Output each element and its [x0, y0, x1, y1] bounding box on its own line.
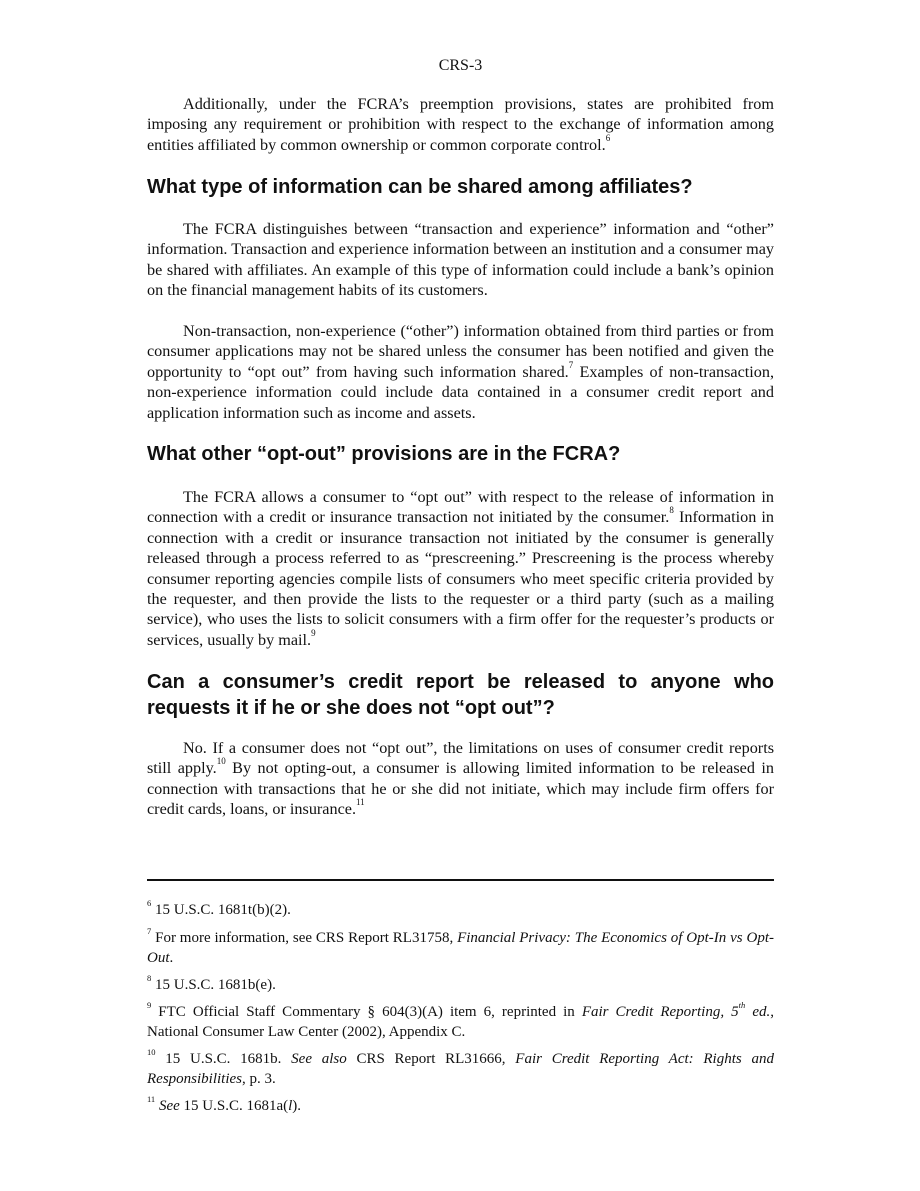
section3-text-a: No. If a consumer does not “opt out”, the limitations on uses of consumer credit reports still apply.: [147, 739, 774, 778]
ordinal-suffix: th: [738, 1000, 746, 1010]
footnote-ref-9[interactable]: 9: [311, 627, 316, 638]
footnote-10: [147, 1049, 774, 1089]
footnote-ref-10[interactable]: 10: [216, 756, 226, 767]
footnote-title-text: Fair Credit Reporting, 5: [581, 1004, 739, 1020]
footnote-11: [147, 1096, 774, 1116]
italic-letter: l: [288, 1098, 293, 1114]
footnote-number: 11: [147, 1094, 156, 1104]
page-header: CRS-3: [438, 57, 483, 74]
footnote-number: 7: [147, 926, 152, 936]
footnote-number: 6: [147, 898, 152, 908]
footnote-9: [147, 1002, 774, 1042]
footnote-title: [581, 1000, 771, 1020]
section1-para2-text-b: Examples of non-transaction, non-experience information could include data contained in a consumer credit report and application information such as income and assets.: [147, 362, 774, 422]
footnote-ref-7[interactable]: 7: [568, 359, 574, 370]
footnote-title: Fair Credit Reporting Act: Rights and Responsibilities: [147, 1051, 774, 1087]
footnote-text: , National Consumer Law Center (2002), Appendix C.: [147, 1004, 774, 1040]
footnote-8: [147, 975, 774, 995]
footnote-ref-11[interactable]: 11: [356, 797, 365, 808]
footnote-title-text: ed.: [745, 1004, 771, 1020]
footnote-ref-8[interactable]: 8: [669, 505, 674, 516]
footnote-number: 8: [147, 973, 152, 983]
section1-paragraph-1: The FCRA distinguishes between “transaction and experience” information and “other” information. Transaction and experience information between an institution and a consumer may be shared with affiliates. An example of this type of information could include a bank’s opinion on the financial management habits of its customers.: [147, 220, 774, 300]
intro-text: Additionally, under the FCRA’s preemption provisions, states are prohibited from imposing any requirement or prohibition with respect to the exchange of information among entities affiliated by common ownership or common corporate control.: [147, 95, 774, 154]
footnote-6: [147, 900, 774, 920]
see-also-signal: See also: [291, 1051, 347, 1067]
footnote-divider: [147, 879, 774, 881]
footnote-text: 15 U.S.C. 1681a(: [179, 1098, 289, 1114]
footnote-ref-6[interactable]: 6: [605, 132, 611, 143]
footnote-text: , p. 3.: [242, 1071, 276, 1087]
section2-paragraph: [147, 487, 774, 650]
footnote-title: Financial Privacy: The Economics of Opt-In vs Opt-Out: [147, 930, 774, 966]
section3-paragraph: [147, 738, 774, 820]
footnote-text: CRS Report RL31666,: [346, 1051, 516, 1067]
footnote-text: FTC Official Staff Commentary § 604(3)(A) item 6, reprinted in: [151, 1004, 582, 1020]
section2-text-a: The FCRA allows a consumer to “opt out” with respect to the release of information in connection with a credit or insurance transaction not initiated by the consumer.: [147, 488, 774, 527]
section2-text-b: Information in connection with a credit or insurance transaction not initiated by the consumer is generally released through a process referred to as “prescreening.” Prescreening is the process whereby consumer reporting agencies compile lists of consumers who meet specific criteria provided by the requester, and then provide the lists to the requester or a third party (such as a mailing service), who uses the lists to solicit consumers with a firm offer for the requester’s products or services, usually by mail.: [147, 508, 774, 649]
section-heading-credit-report: Can a consumer’s credit report be released to anyone who requests it if he or she does not “opt out”?: [147, 671, 774, 719]
footnote-text: ).: [292, 1098, 302, 1114]
footnote-text: 15 U.S.C. 1681b.: [155, 1051, 292, 1067]
section1-paragraph-2: [147, 321, 774, 423]
footnote-text: For more information, see CRS Report RL31758,: [151, 930, 458, 946]
footnote-7: [147, 928, 774, 968]
footnote-text: 15 U.S.C. 1681t(b)(2).: [151, 902, 291, 918]
footnote-text: .: [169, 950, 174, 966]
footnote-number: 9: [147, 1000, 152, 1010]
footnote-number: 10: [147, 1047, 156, 1057]
footnote-text: 15 U.S.C. 1681b(e).: [151, 977, 276, 993]
section-heading-opt-out: What other “opt-out” provisions are in the FCRA?: [147, 443, 621, 465]
see-signal: See: [158, 1098, 180, 1114]
section3-text-b: By not opting-out, a consumer is allowing limited information to be released in connection with transactions that he or she did not initiate, which may include firm offers for credit cards, loans, or insurance.: [147, 759, 774, 819]
section1-para2-text-a: Non-transaction, non-experience (“other”) information obtained from third parties or from consumer applications may not be shared unless the consumer has been notified and given the opportunity to “opt out” from having such information shared.: [147, 322, 774, 381]
intro-paragraph: [147, 94, 774, 155]
section-heading-affiliates: What type of information can be shared among affiliates?: [147, 176, 693, 198]
